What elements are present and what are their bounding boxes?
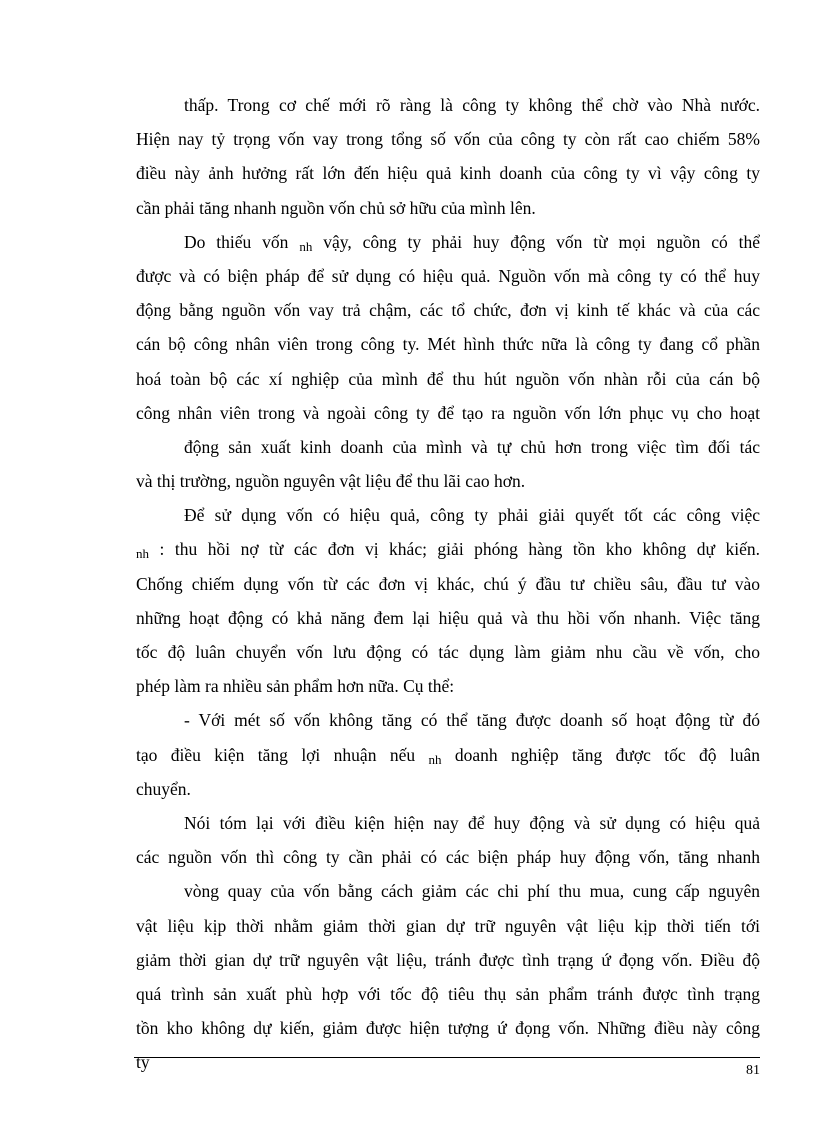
text-segment: và thị trường, nguồn nguyên vật liệu để thu lãi cao hơn.: [136, 471, 526, 492]
text-segment: doanh nghiệp tăng được tốc độ luân: [454, 744, 760, 765]
text-line: [136, 601, 760, 635]
text-segment: cần phải tăng nhanh nguồn vốn chủ sở hữu của mình lên.: [136, 197, 536, 218]
text-line: [136, 806, 760, 840]
text-segment: động bằng nguồn vốn vay trả chậm, các tổ chức, đơn vị kinh tế khác và của các: [136, 300, 760, 321]
text-segment: động sản xuất kinh doanh của mình và tự chủ hơn trong việc tìm đối tác: [184, 436, 760, 457]
text-segment: giảm thời gian dự trữ nguyên vật liệu, tránh được tình trạng ứ đọng vốn. Điều độ: [136, 949, 760, 970]
text-segment: cán bộ công nhân viên trong công ty. Mét hình thức nữa là công ty đang cổ phần: [136, 334, 760, 355]
text-line: [136, 703, 760, 737]
text-segment: hoá toàn bộ các xí nghiệp của mình để thu hút nguồn vốn nhàn rỗi của cán bộ: [136, 368, 760, 389]
text-line: [136, 396, 760, 430]
text-segment: vòng quay của vốn bằng cách giảm các chi phí thu mua, cung cấp nguyên: [184, 881, 760, 902]
text-line: [136, 669, 760, 703]
page-number: 81: [746, 1063, 760, 1078]
text-line: [136, 909, 760, 943]
text-segment: Để sử dụng vốn có hiệu quả, công ty phải giải quyết tốt các công việc: [184, 505, 760, 526]
subscript-fragment: nh: [428, 751, 442, 767]
text-line: [136, 498, 760, 532]
text-line: [136, 1045, 760, 1079]
text-line: [136, 840, 760, 874]
text-segment: Nói tóm lại với điều kiện hiện nay để huy động và sử dụng có hiệu quả: [184, 812, 760, 833]
text-line: [136, 362, 760, 396]
text-line: [136, 122, 760, 156]
text-segment: các nguồn vốn thì công ty cần phải có các biện pháp huy động vốn, tăng nhanh: [136, 847, 760, 868]
text-segment: ty: [136, 1052, 150, 1073]
text-segment: tốc độ luân chuyển vốn lưu động có tác dụng làm giảm nhu cầu về vốn, cho: [136, 642, 760, 662]
text-segment: Do thiếu vốn: [184, 231, 289, 252]
subscript-fragment: nh: [299, 238, 313, 254]
text-line: [136, 191, 760, 225]
subscript-fragment: nh: [136, 546, 149, 562]
text-segment: : thu hồi nợ từ các đơn vị khác; giải phóng hàng tồn kho không dự kiến.: [159, 539, 760, 560]
text-line: [136, 977, 760, 1011]
text-line: [136, 156, 760, 190]
text-line: [136, 225, 760, 259]
text-segment: thấp. Trong cơ chế mới rõ ràng là công ty không thể chờ vào Nhà nước.: [184, 95, 760, 115]
text-segment: quá trình sản xuất phù hợp với tốc độ tiêu thụ sản phẩm tránh được tình trạng: [136, 983, 760, 1004]
text-segment: Hiện nay tỷ trọng vốn vay trong tổng số vốn của công ty còn rất cao chiếm 58%: [136, 129, 760, 150]
text-line: [136, 738, 760, 772]
text-line: [136, 532, 760, 566]
text-segment: - Với mét số vốn không tăng có thể tăng được doanh số hoạt động từ đó: [184, 710, 760, 731]
text-segment: được và có biện pháp để sử dụng có hiệu quả. Nguồn vốn mà công ty có thể huy: [136, 265, 760, 286]
text-segment: điều này ảnh hưởng rất lớn đến hiệu quả kinh doanh của công ty vì vậy công ty: [136, 163, 760, 184]
text-segment: tồn kho không dự kiến, giảm được hiện tượng ứ đọng vốn. Những điều này công: [136, 1018, 760, 1039]
text-segment: những hoạt động có khả năng đem lại hiệu quả và thu hồi vốn nhanh. Việc tăng: [136, 607, 760, 628]
text-line: [136, 943, 760, 977]
text-segment: tạo điều kiện tăng lợi nhuận nếu: [136, 744, 416, 765]
text-line: [136, 567, 760, 601]
text-segment: Chống chiếm dụng vốn từ các đơn vị khác, chú ý đầu tư chiều sâu, đầu tư vào: [136, 573, 760, 594]
text-line: [136, 293, 760, 327]
text-line: [136, 430, 760, 464]
text-segment: công nhân viên trong và ngoài công ty để tạo ra nguồn vốn lớn phục vụ cho hoạt: [136, 402, 760, 423]
text-segment: chuyển.: [136, 778, 191, 799]
text-segment: vậy, công ty phải huy động vốn từ mọi nguồn có thể: [323, 231, 760, 252]
text-segment: phép làm ra nhiều sản phẩm hơn nữa. Cụ thể:: [136, 676, 455, 697]
text-line: [136, 327, 760, 361]
text-segment: vật liệu kịp thời nhằm giảm thời gian dự trữ nguyên vật liệu kịp thời tiến tới: [136, 915, 760, 936]
footer-divider: [134, 1057, 760, 1058]
text-line: [136, 874, 760, 908]
text-line: [136, 259, 760, 293]
text-line: [136, 1011, 760, 1045]
text-line: [136, 772, 760, 806]
text-line: [136, 464, 760, 498]
document-body: [136, 88, 760, 1079]
text-line: [136, 88, 760, 122]
text-line: [136, 635, 760, 669]
